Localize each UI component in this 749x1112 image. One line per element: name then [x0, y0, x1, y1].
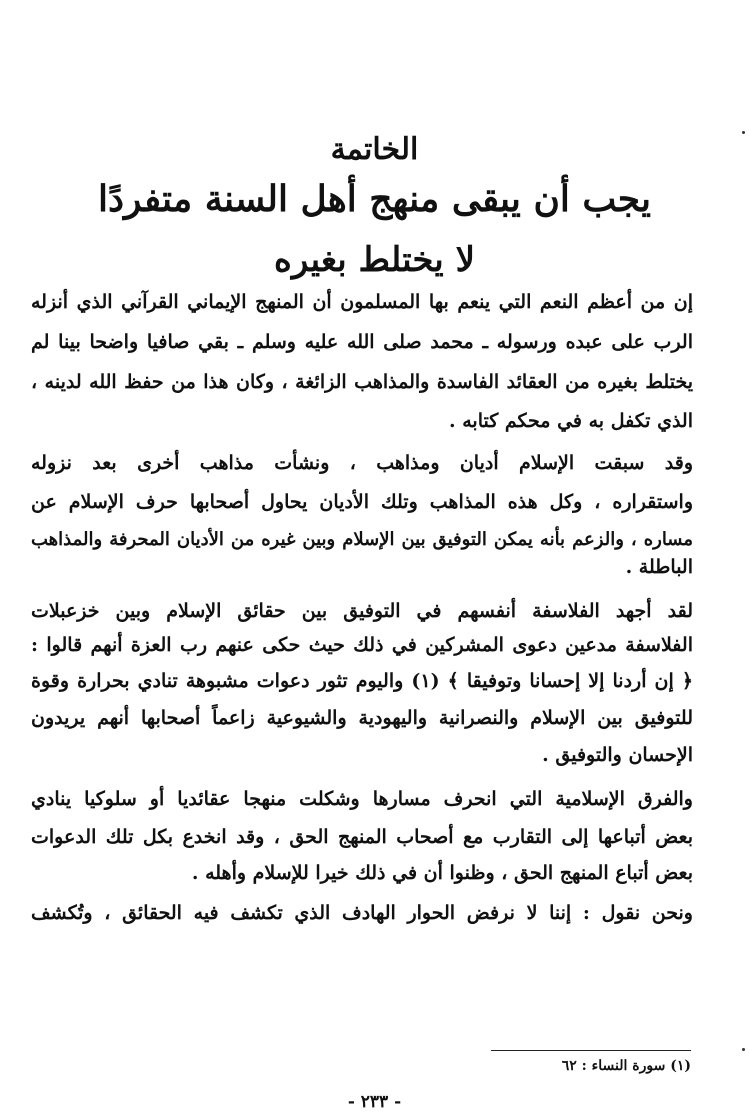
footnote: (١) سورة النساء : ٦٢ [561, 1058, 691, 1074]
text-line: لقد أجهد الفلاسفة أنفسهم في التوفيق بين حقائق الإسلام وبين خزعبلات [31, 600, 693, 622]
text-line: يختلط بغيره من العقائد الفاسدة والمذاهب الزائغة ، وكان هذا من حفظ الله لدينه ، [31, 371, 693, 393]
text-line: ونحن نقول : إننا لا نرفض الحوار الهادف الذي تكشف فيه الحقائق ، وتُكشف [31, 902, 693, 924]
chapter-title: الخاتمة [330, 132, 419, 167]
scan-speck [742, 131, 745, 134]
section-subtitle: لا يختلط بغيره [274, 240, 475, 280]
text-line: بعض أتباع المنهج الحق ، وظنوا أن في ذلك خيرا للإسلام وأهله . [191, 862, 693, 884]
text-line: ﴿ إن أردنا إلا إحسانا وتوفيقا ﴾ (١) واليوم تثور دعوات مشبوهة تنادي بحرارة وقوة [31, 670, 693, 692]
text-line: واستقراره ، وكل هذه المذاهب وتلك الأديان يحاول أصحابها حرف الإسلام عن [31, 491, 693, 513]
footnote-divider [491, 1050, 691, 1051]
text-line: وقد سبقت الإسلام أديان ومذاهب ، ونشأت مذاهب أخرى بعد نزوله [31, 452, 693, 474]
text-line: الرب على عبده ورسوله ـ محمد صلى الله عليه وسلم ـ بقي صافيا واضحا بينا لم [31, 331, 693, 353]
text-line: مساره ، والزعم بأنه يمكن التوفيق بين الإسلام وبين غيره من الأديان المحرفة والمذاهب [31, 529, 693, 550]
section-title: يجب أن يبقى منهج أهل السنة متفردًا [97, 178, 652, 220]
text-line: بعض أتباعها إلى التقارب مع أصحاب المنهج الحق ، وقد انخدع بكل تلك الدعوات [31, 826, 693, 848]
text-line: إن من أعظم النعم التي ينعم بها المسلمون أن المنهج الإيماني القرآني الذي أنزله [31, 291, 693, 313]
scan-speck [742, 1048, 745, 1051]
text-line: والفرق الإسلامية التي انحرف مسارها وشكلت منهجا عقائديا أو سلوكيا ينادي [31, 788, 693, 810]
text-line: الذي تكفل به في محكم كتابه . [448, 410, 693, 432]
text-line: الإحسان والتوفيق . [542, 744, 693, 766]
page-number: - ٢٣٣ - [347, 1092, 402, 1112]
text-line: الفلاسفة مدعين دعوى المشركين في ذلك حيث حكى عنهم رب العزة أنهم قالوا : [31, 634, 693, 656]
text-line: الباطلة . [625, 556, 693, 578]
text-line: للتوفيق بين الإسلام والنصرانية واليهودية والشيوعية زاعماً أصحابها أنهم يريدون [31, 707, 693, 729]
